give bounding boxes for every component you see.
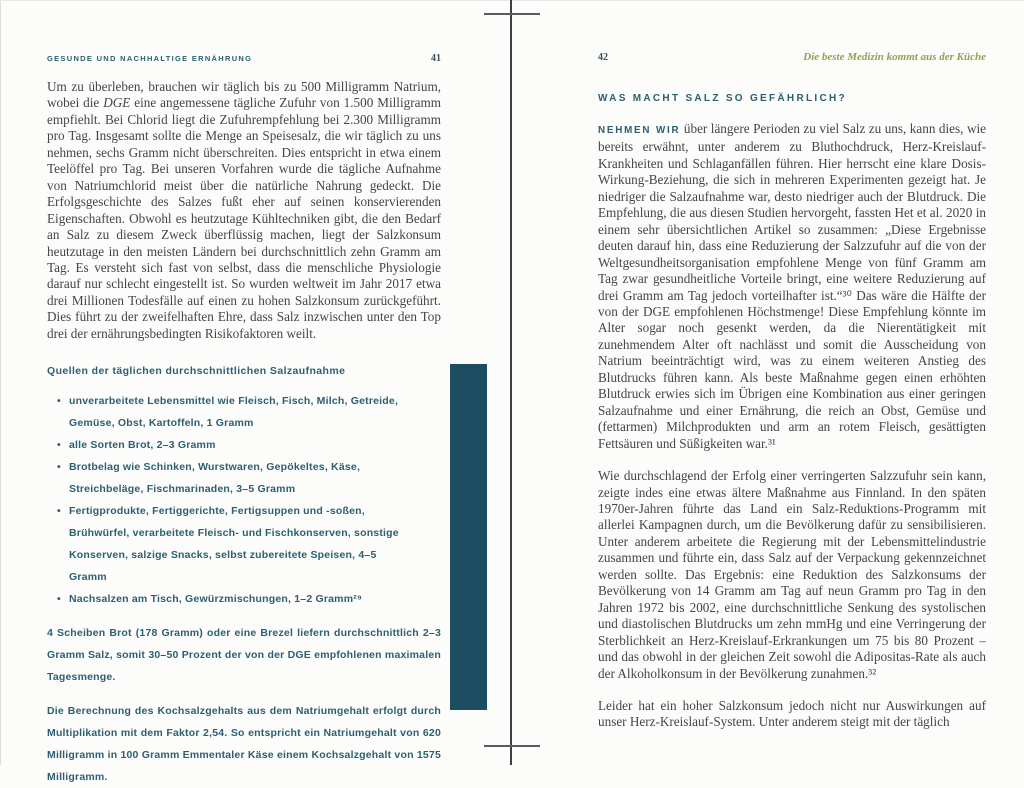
bullet-icon: • <box>57 593 61 606</box>
bullet-icon: • <box>57 461 61 474</box>
list-item <box>47 434 407 456</box>
teal-sidebar-block <box>450 364 487 710</box>
right-paragraph-2: Wie durchschlagend der Erfolg einer verringerten Salzzufuhr sein kann, zeigte indes eine etwas ältere Maßnahme aus Finnland. In den späten 1970er-Jahren führte das Land ein Salz-Reduktions-Programm mit allerlei Kampagnen durch, um die Bevölkerung dafür zu sensibilisieren. Unter anderem arbeitete die Regierung mit der Lebensmittelindustrie zusammen und führte ein, dass Salz auf der Verpackung gekennzeichnet werden sollte. Das Ergebnis: eine Reduktion des Salzkonsums der Bevölkerung von 14 Gramm am Tag auf neun Gramm pro Tag in den Jahren 1972 bis 2002, eine durchschnittliche Senkung des systolischen und diastolischen Blutdrucks um zehn mmHg und eine Verringerung der Sterblichkeit an Herz-Kreislauf-Erkrankungen um 75 bis 80 Prozent – und das obwohl in der gleichen Zeit sowohl die Adipositas-Rate als auch der Alkoholkonsum in der Bevölkerung zunahmen.³² <box>598 468 986 681</box>
bullet-icon: • <box>57 395 61 408</box>
dge-abbreviation: DGE <box>103 95 131 111</box>
left-page <box>47 0 441 788</box>
right-paragraph-3: Leider hat ein hoher Salzkonsum jedoch nicht nur Auswirkungen auf unser Herz-Kreislauf-System. Unter anderem steigt mit der täglich <box>598 697 986 730</box>
list-item <box>47 390 407 434</box>
right-paragraph-1 <box>598 121 986 452</box>
bullet-icon: • <box>57 505 61 518</box>
bullet-icon: • <box>57 439 61 452</box>
spine-line <box>510 0 512 765</box>
right-page <box>598 0 986 731</box>
right-running-head: Die beste Medizin kommt aus der Küche <box>803 51 986 63</box>
crop-mark-top <box>484 13 540 15</box>
list-item <box>47 456 407 500</box>
left-paragraph-part-a: Um zu überleben, brauchen wir täglich bis zu 500 Milligramm Natrium, wobei die <box>47 79 441 111</box>
left-running-head: GESUNDE UND NACHHALTIGE ERNÄHRUNG <box>47 54 253 63</box>
paragraph-lead-in: NEHMEN WIR <box>598 125 681 136</box>
scan-edge-left <box>0 0 1 765</box>
list-item-text: Fertigprodukte, Fertiggerichte, Fertigsuppen und -soßen, Brühwürfel, verarbeitete Fleisch- und Fischkonserven, sonstige Konserven, salzige Snacks, selbst zubereitete Speisen, 4–5 Gramm <box>69 505 399 584</box>
list-item-text: Brotbelag wie Schinken, Wurstwaren, Gepökeltes, Käse, Streichbeläge, Fischmarinaden, 3–5 Gramm <box>69 461 361 496</box>
left-main-paragraph <box>47 79 441 342</box>
left-page-number: 41 <box>431 53 441 64</box>
section-heading: WAS MACHT SALZ SO GEFÄHRLICH? <box>598 93 847 104</box>
left-paragraph-part-b: eine angemessene tägliche Zufuhr von 1.500 Milligramm empfiehlt. Bei Chlorid liegt die Zufuhrempfehlung bei 2.300 Milligramm pro Tag. Insgesamt sollte die Menge an Speisesalz, die wir täglich zu uns nehmen, sechs Gramm nicht überschreiten. Dies entspricht in etwa einem Teelöffel pro Tag. Bei unseren Vorfahren wurde die tägliche Aufnahme von Natriumchlorid meist über die natürliche Nahrung gedeckt. Die Erfolgsgeschichte des Salzes fußt eher auf seinen konservierenden Eigenschaften. Obwohl es heutzutage Kühltechniken gibt, die den Bedarf an Salz zu diesem Zweck überflüssig machen, liegt der Salzkonsum heutzutage in den meisten Ländern bei durchschnittlich zehn Gramm am Tag. Es versteht sich fast von selbst, dass die menschliche Physiologie darauf nur schlecht eingestellt ist. So wurden weltweit im Jahr 2017 etwa drei Millionen Todesfälle auf einen zu hohen Salzkonsum zurückgeführt. Dies führt zu der zweifelhaften Ehre, dass Salz inzwischen unter den Top drei der ernährungsbedingten Risikofaktoren weilt. <box>47 95 441 341</box>
salt-box-paragraph-calculation: Die Berechnung des Kochsalzgehalts aus dem Natriumgehalt erfolgt durch Multiplikation mit dem Faktor 2,54. So entspricht ein Natriumgehalt von 620 Milligramm in 100 Gramm Emmentaler Käse einem Kochsalzgehalt von 1575 Milligramm. <box>47 705 441 784</box>
list-item-text: unverarbeitete Lebensmittel wie Fleisch, Fisch, Milch, Getreide, Gemüse, Obst, Kartoffeln, 1 Gramm <box>69 395 399 430</box>
list-item-text: Nachsalzen am Tisch, Gewürzmischungen, 1–2 Gramm²⁹ <box>69 593 363 606</box>
salt-box-heading: Quellen der täglichen durchschnittlichen Salzaufnahme <box>47 365 346 378</box>
left-running-head-row <box>47 53 441 64</box>
right-page-number: 42 <box>598 52 608 63</box>
right-paragraph-1-text: über längere Perioden zu viel Salz zu uns, kann dies, wie bereits erwähnt, unter anderem zu Bluthochdruck, Herz-Kreislauf-Krankheiten und Schlaganfällen führen. Hier herrscht eine klare Dosis-Wirkung-Beziehung, die sich in mehreren Experimenten gezeigt hat. Je niedriger die Salzaufnahme war, desto niedriger auch der Blutdruck. Die Empfehlung, die aus diesen Studien hervorgeht, fassten Het et al. 2020 in einem sehr übersichtlichen Artikel so zusammen: „Diese Ergebnisse deuten darauf hin, dass eine Reduzierung der Salzzufuhr auf die von der Weltgesundheitsorganisation empfohlene Menge von fünf Gramm am Tag zwar gesundheitliche Vorteile bringt, eine weitere Reduzierung auf drei Gramm am Tag jedoch vorteilhafter ist.“³⁰ Das wäre die Hälfte der von der DGE empfohlenen Höchstmenge! Diese Empfehlung könnte im Alter sogar noch gesenkt werden, da die Nierentätigkeit mit zunehmendem Alter oft nachlässt und somit die Ausscheidung von Natrium beeinträchtigt wird, was zu einem weiteren Anstieg des Blutdrucks führen kann. Als beste Maßnahme gegen einen erhöhten Blutdruck erwies sich im Übrigen eine Kombination aus einer geringen Salzaufnahme und einer Ernährung, die reich an Obst, Gemüse und (fettarmen) Milchprodukten und arm an rotem Fleisch, gesättigten Fettsäuren und Süßigkeiten war.³¹ <box>598 121 986 451</box>
list-item <box>47 588 407 610</box>
crop-mark-bottom <box>484 745 540 747</box>
salt-box-paragraph-bread: 4 Scheiben Brot (178 Gramm) oder eine Brezel liefern durchschnittlich 2–3 Gramm Salz, somit 30–50 Prozent der von der DGE empfohlenen maximalen Tagesmenge. <box>47 627 441 684</box>
list-item <box>47 500 407 588</box>
salt-sources-list <box>47 390 407 610</box>
salt-sources-box <box>47 365 441 788</box>
list-item-text: alle Sorten Brot, 2–3 Gramm <box>69 439 216 452</box>
right-running-head-row <box>598 51 986 63</box>
